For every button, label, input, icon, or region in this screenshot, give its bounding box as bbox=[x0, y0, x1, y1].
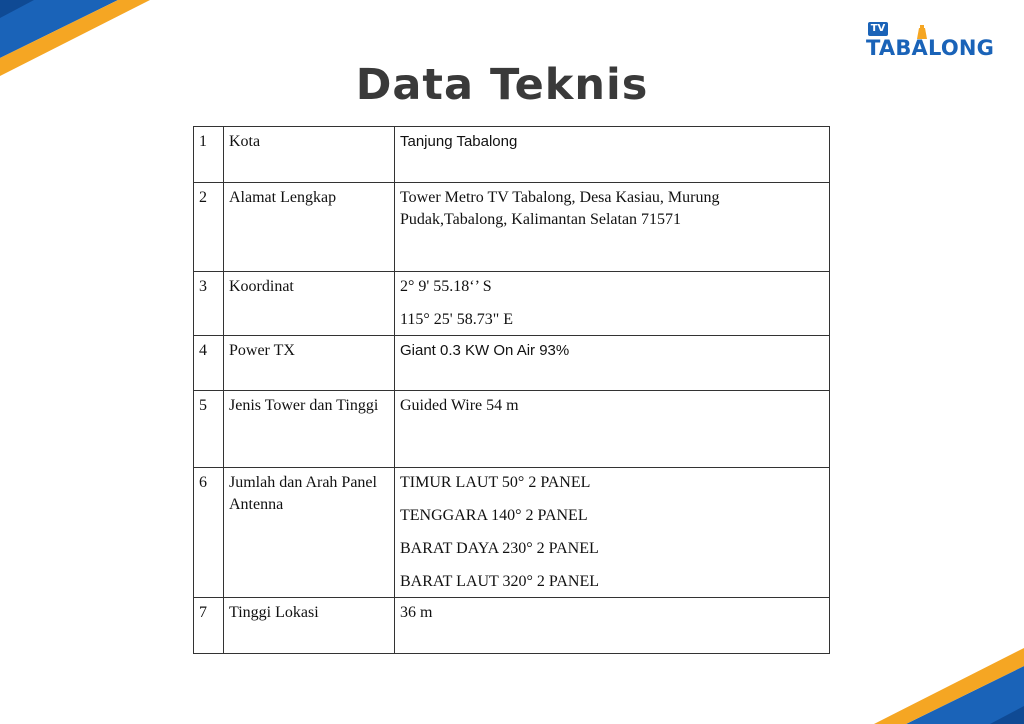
table-row bbox=[194, 468, 830, 598]
logo-tv-badge: TV bbox=[868, 22, 888, 36]
antenna-direction: BARAT LAUT 320° 2 PANEL bbox=[400, 573, 600, 590]
table-row bbox=[194, 183, 830, 272]
page-title: Data Teknis bbox=[355, 60, 649, 110]
antenna-direction: TIMUR LAUT 50° 2 PANEL bbox=[400, 474, 591, 491]
row-number: 6 bbox=[194, 468, 224, 598]
table-row bbox=[194, 391, 830, 468]
logo-brand-text: TABALONG bbox=[866, 36, 995, 60]
row-number: 3 bbox=[194, 272, 224, 336]
coordinate-latitude: 2° 9' 55.18‘’ S bbox=[400, 278, 492, 295]
row-value: 36 m bbox=[395, 598, 830, 654]
row-value bbox=[395, 468, 830, 598]
antenna-direction: BARAT DAYA 230° 2 PANEL bbox=[400, 540, 599, 557]
row-label: Power TX bbox=[224, 336, 395, 391]
row-label: Alamat Lengkap bbox=[224, 183, 395, 272]
row-label: Koordinat bbox=[224, 272, 395, 336]
row-number: 2 bbox=[194, 183, 224, 272]
row-label: Jenis Tower dan Tinggi bbox=[224, 391, 395, 468]
row-number: 7 bbox=[194, 598, 224, 654]
row-number: 5 bbox=[194, 391, 224, 468]
coordinate-longitude: 115° 25' 58.73" E bbox=[400, 311, 513, 328]
row-value: Tower Metro TV Tabalong, Desa Kasiau, Murung Pudak,Tabalong, Kalimantan Selatan 71571 bbox=[395, 183, 830, 272]
row-number: 1 bbox=[194, 127, 224, 183]
technical-data-table bbox=[193, 126, 830, 654]
row-label: Kota bbox=[224, 127, 395, 183]
row-value bbox=[395, 272, 830, 336]
row-label: Tinggi Lokasi bbox=[224, 598, 395, 654]
row-value: Guided Wire 54 m bbox=[395, 391, 830, 468]
table-row bbox=[194, 598, 830, 654]
row-value: Giant 0.3 KW On Air 93% bbox=[395, 336, 830, 391]
row-label: Jumlah dan Arah Panel Antenna bbox=[224, 468, 395, 598]
antenna-direction: TENGGARA 140° 2 PANEL bbox=[400, 507, 588, 524]
row-number: 4 bbox=[194, 336, 224, 391]
table-row bbox=[194, 127, 830, 183]
row-value: Tanjung Tabalong bbox=[395, 127, 830, 183]
table-row bbox=[194, 272, 830, 336]
corner-decoration-bottom-right bbox=[874, 644, 1024, 724]
table-row bbox=[194, 336, 830, 391]
